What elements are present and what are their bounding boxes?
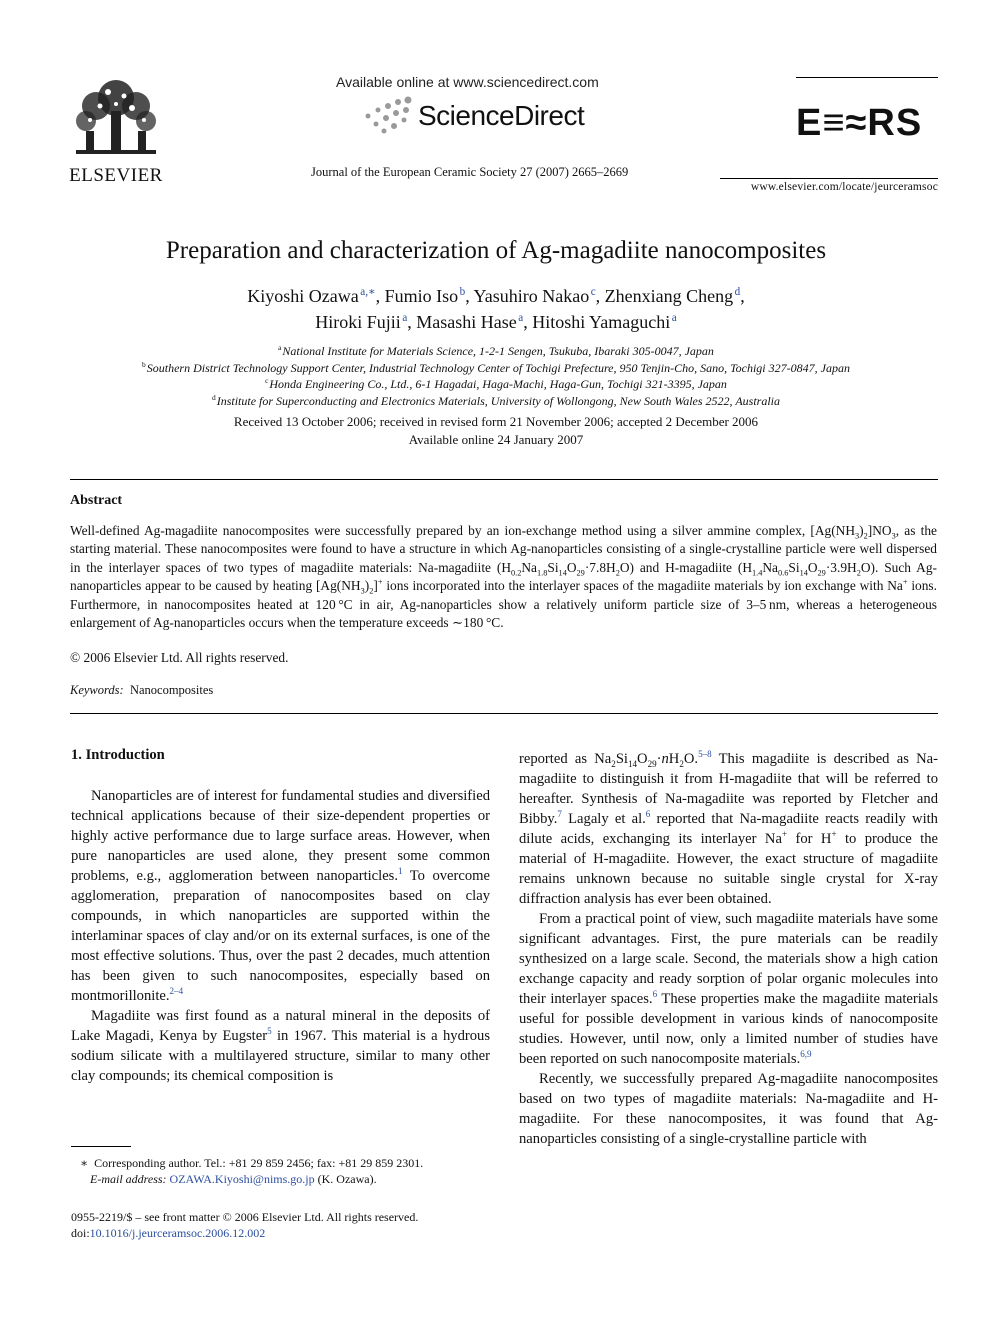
affiliation-label: c	[265, 376, 269, 386]
paragraph: Nanoparticles are of interest for fundamental studies and diversified technical applications because of their size-dependent properties or highly active performance due to large surface areas. However, when pure nanoparticles are used alone, they present some common problems, e.g., agglomeration between nanoparticles.$^1$ To overcome agglomeration, preparation of nanocomposites based on clay compounds, in which nanoparticles are supported within the interlaminar spaces of clay and/or on its external surfaces, is one of the most effective solutions. Thus, over the past 2 decades, much attention has been given to such nanocomposites, especially based on montmorillonite.$^{2-4}$	[71, 788, 490, 1004]
affiliation-label: d	[211, 392, 216, 402]
issn-line: 0955-2219/$ – see front matter © 2006 Elsevier Ltd. All rights reserved.	[71, 1210, 419, 1224]
section-heading-introduction: 1. Introduction	[71, 747, 165, 763]
paragraph: From a practical point of view, such magadiite materials have some significant advantages. First, the pure materials can be readily synthesized on a large scale. Second, the materials show a high cation exchange capacity and ready sorption of polar organic molecules into their interlayer spaces.$^6$ These properties make the magadiite materials useful for possible development in various kinds of nanocomposite studies. However, until now, only a limited number of studies have been reported on such nanocomposite materials.$^{6,9}$	[519, 911, 938, 1067]
affiliations	[0, 343, 992, 409]
header-rule-right	[796, 77, 938, 78]
email-note	[71, 1171, 491, 1187]
email-label: E-mail address:	[90, 1172, 167, 1186]
paragraph: reported as $Na_2Si_{14}O_{29}\cdot nH_2O.^{5-8}$ This magadiite is described as Na-magadiite to distinguish it from H-magadiite that will be referred to hereafter. Synthesis of Na-magadiite was reported by Fletcher and Bibby.$^7$ Lagaly et al.$^6$ reported that Na-magadiite reacts readily with dilute acids, exchanging its interlayer Na+ for H+ to produce the material of H-magadiite. However, the exact structure of magadiite remains unknown because no suitable single crystal for X-ray diffraction analysis has ever been obtained.	[519, 749, 938, 907]
paragraph: Recently, we successfully prepared Ag-magadiite nanocomposites based on two types of magadiite materials: Na-magadiite and H-magadiite. For these nanocomposites, it was found that Ag-nanoparticles consisting of a single-crystalline particle with	[519, 1071, 938, 1147]
left-column	[71, 786, 490, 1086]
sciencedirect-wordmark: ScienceDirect	[418, 100, 585, 131]
email-suffix: (K. Ozawa).	[317, 1172, 377, 1186]
author-list	[0, 283, 992, 335]
article-dates	[0, 413, 992, 449]
author-affil-link[interactable]: b	[459, 286, 466, 298]
received-dates: Received 13 October 2006; received in revised form 21 November 2006; accepted 2 December 2006	[233, 414, 759, 429]
front-matter	[71, 1209, 491, 1241]
affiliation-label: b	[142, 359, 146, 369]
author-affil-link[interactable]: a,∗	[360, 286, 376, 298]
corresponding-author-note: ∗ Corresponding author. Tel.: +81 29 859 2456; fax: +81 29 859 2301.	[80, 1156, 424, 1170]
sciencedirect-dots-icon	[360, 96, 418, 134]
author-name: Masashi Hase	[416, 312, 517, 332]
corresponding-text: Corresponding author. Tel.: +81 29 859 2456; fax: +81 29 859 2301.	[94, 1156, 424, 1170]
author-line-1	[0, 283, 992, 309]
author-name: Hitoshi Yamaguchi	[532, 312, 671, 332]
author-affil-link[interactable]: a	[671, 312, 677, 324]
author-line-2	[0, 309, 992, 335]
keywords-value: Nanocomposites	[129, 683, 214, 697]
footnote-rule	[71, 1146, 131, 1147]
affiliation-text: Honda Engineering Co., Ltd., 6-1 Hagadai, Haga-Machi, Haga-Gun, Tochigi 321-3395, Japan	[269, 377, 727, 392]
author-name: Zhenxiang Cheng	[604, 286, 734, 306]
author-separator: ,	[523, 312, 533, 332]
author-name: Fumio Iso	[384, 286, 459, 306]
doi-link[interactable]: 10.1016/j.jeurceramsoc.2006.12.002	[89, 1226, 266, 1240]
right-column	[519, 749, 938, 1149]
available-date: Available online 24 January 2007	[408, 432, 584, 447]
author-affil-link[interactable]: a	[518, 312, 524, 324]
author-name: Hiroki Fujii	[315, 312, 401, 332]
affiliation-text: Southern District Technology Support Center, Industrial Technology Center of Tochigi Prefecture, 950 Tenjin-Cho, Sano, Tochigi 327-0847, Japan	[146, 360, 850, 375]
abstract-top-rule	[70, 479, 938, 480]
elsevier-wordmark: ELSEVIER	[69, 165, 163, 186]
abstract-text: Well-defined Ag-magadiite nanocomposites were successfully prepared by an ion-exchange method using a silver ammine complex, $[Ag(NH_3)_2]NO_3$, as the starting material. These nanocomposites were found to have a structure in which Ag-nanoparticles consisting of a single-crystalline particle were well dispersed in the interlayer spaces of two types of magadiite materials: Na-magadiite $(H_{0.2}Na_{1.8}Si_{14}O_{29}\cdot 7.8H_2O)$ and H-magadiite $(H_{1.4}Na_{0.6}Si_{14}O_{29}\cdot 3.9H_2O)$. Such Ag-nanoparticles appear to be caused by heating $[Ag(NH_3)_2]^+$ ions incorporated into the interlayer spaces of the magadiite materials by ion exchange with Na+ ions. Furthermore, in nanocomposites heated at 120 °C in air, Ag-nanoparticles show a relatively uniform particle size of 3–5 nm, whereas a heterogeneous enlargement of Ag-nanoparticles occurs when the temperature exceeds ∼180 °C.	[70, 523, 937, 631]
footnotes	[71, 1155, 491, 1187]
author-affil-link[interactable]: d	[734, 286, 741, 298]
affiliation-text: Institute for Superconducting and Electronics Materials, University of Wollongong, New South Wales 2522, Australia	[216, 393, 781, 408]
elsevier-tree-icon	[66, 76, 166, 158]
author-separator: ,	[375, 286, 385, 306]
keywords	[70, 683, 213, 698]
author-separator: ,	[740, 286, 745, 306]
author-affil-link[interactable]: c	[590, 286, 596, 298]
author-separator: ,	[407, 312, 417, 332]
affiliation-c	[0, 376, 992, 393]
paragraph: Magadiite was first found as a natural mineral in the deposits of Lake Magadi, Kenya by Eugster$^5$ in 1967. This material is a hydrous sodium silicate with a multilayered structure, similar to many other clay compounds; its chemical composition is	[71, 1008, 491, 1084]
author-separator: ,	[465, 286, 474, 306]
author-separator: ,	[595, 286, 605, 306]
affiliation-text: National Institute for Materials Science, 1-2-1 Sengen, Tsukuba, Ibaraki 305-0047, Japan	[282, 344, 714, 358]
elsevier-logo	[66, 76, 166, 186]
email-link[interactable]: OZAWA.Kiyoshi@nims.go.jp	[169, 1172, 315, 1186]
affiliation-a	[0, 343, 992, 360]
author-name: Yasuhiro Nakao	[473, 286, 590, 306]
abstract-bottom-rule	[70, 713, 938, 714]
doi-line	[71, 1225, 491, 1241]
keywords-label: Keywords:	[70, 683, 124, 697]
available-online-text: Available online at www.sciencedirect.com	[336, 74, 599, 90]
affiliation-b	[0, 360, 992, 377]
journal-citation: Journal of the European Ceramic Society 27 (2007) 2665–2669	[311, 165, 629, 179]
journal-url[interactable]: www.elsevier.com/locate/jeurceramsoc	[750, 181, 938, 193]
sciencedirect-logo	[360, 96, 600, 136]
author-name: Kiyoshi Ozawa	[247, 286, 359, 306]
affiliation-d	[0, 393, 992, 410]
article-title: Preparation and characterization of Ag-magadiite nanocomposites	[165, 237, 827, 264]
journal-logo: E≡≈RS	[796, 102, 923, 144]
author-affil-link[interactable]: a	[402, 312, 408, 324]
doi-label: doi:	[71, 1226, 90, 1240]
abstract-heading: Abstract	[70, 493, 123, 508]
abstract-copyright: © 2006 Elsevier Ltd. All rights reserved.	[70, 650, 289, 665]
affiliation-label: a	[278, 343, 282, 352]
header-rule-right-bottom	[720, 178, 938, 179]
